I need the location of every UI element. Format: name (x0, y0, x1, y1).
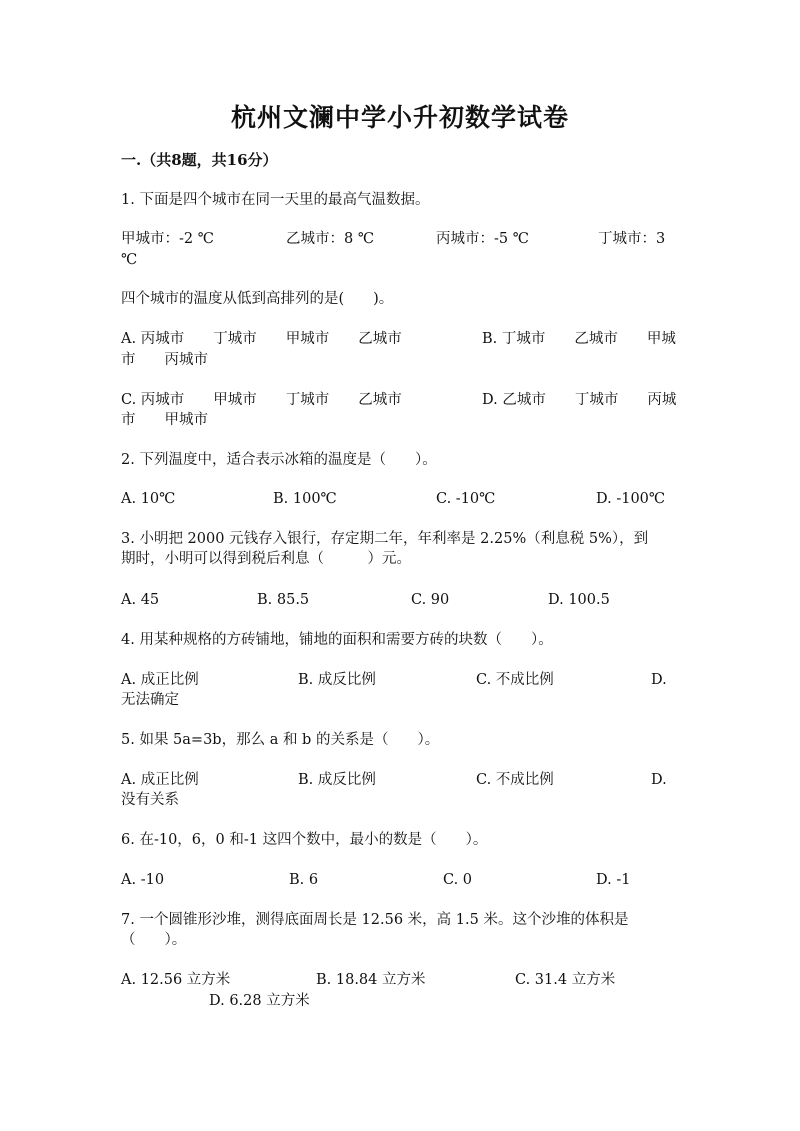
q2-option-c: C. -10℃ (436, 491, 496, 507)
q3-option-d: D. 100.5 (548, 592, 610, 608)
q2-option-a: A. 10℃ (121, 491, 176, 507)
q1-stem: 1. 下面是四个城市在同一天里的最高气温数据。 (121, 192, 430, 208)
q4-option-c: C. 不成比例 (476, 672, 554, 688)
q4-option-b: B. 成反比例 (298, 672, 376, 688)
q5-option-b: B. 成反比例 (298, 772, 376, 788)
q1-ask: 四个城市的温度从低到高排列的是( )。 (121, 291, 394, 307)
q3-option-a: A. 45 (121, 592, 160, 608)
q1-option-d: D. 乙城市 丁城市 丙城 (482, 392, 677, 408)
page-title: 杭州文澜中学小升初数学试卷 (230, 103, 569, 132)
q1-data-bing: 丙城市：-5 ℃ (436, 231, 529, 247)
q5-option-a: A. 成正比例 (121, 772, 199, 788)
q6-option-d: D. -1 (596, 872, 631, 888)
q1-option-wrap-2: 市 甲城市 (121, 412, 208, 428)
q1-option-c: C. 丙城市 甲城市 丁城市 乙城市 (121, 392, 402, 408)
q3-option-b: B. 85.5 (257, 592, 310, 608)
q6-option-a: A. -10 (121, 872, 165, 888)
q5-option-c: C. 不成比例 (476, 772, 554, 788)
q6-stem: 6. 在-10，6，0 和-1 这四个数中，最小的数是（ ）。 (121, 832, 488, 848)
section-heading: 一.（共8题，共16分） (121, 151, 278, 169)
q1-option-wrap-1: 市 丙城市 (121, 352, 208, 368)
q1-option-a: A. 丙城市 丁城市 甲城市 乙城市 (121, 331, 402, 347)
q1-data-ding: 丁城市：3 (598, 231, 666, 247)
q4-stem: 4. 用某种规格的方砖铺地，铺地的面积和需要方砖的块数（ ）。 (121, 632, 553, 648)
q1-data-jia: 甲城市：-2 ℃ (121, 231, 214, 247)
q6-option-b: B. 6 (289, 872, 319, 888)
q7-option-b: B. 18.84 立方米 (316, 972, 426, 988)
q4-option-a: A. 成正比例 (121, 672, 199, 688)
q5-stem: 5. 如果 5a=3b，那么 a 和 b 的关系是（ ）。 (121, 732, 440, 748)
q7-option-d: D. 6.28 立方米 (209, 993, 310, 1009)
q3-stem-line2: 期时，小明可以得到税后利息（ ）元。 (121, 551, 411, 567)
q3-stem-line1: 3. 小明把 2000 元钱存入银行，存定期二年，年利率是 2.25%（利息税 5%），到 (121, 531, 649, 547)
q5-option-d-text: 没有关系 (121, 792, 179, 808)
q6-option-c: C. 0 (443, 872, 473, 888)
q7-stem-line2: （ ）。 (121, 932, 187, 948)
q7-option-a: A. 12.56 立方米 (121, 972, 231, 988)
q4-option-d: D. (651, 672, 667, 688)
q5-option-d: D. (651, 772, 667, 788)
q1-data-wrap: ℃ (121, 252, 138, 268)
q7-stem-line1: 7. 一个圆锥形沙堆，测得底面周长是 12.56 米，高 1.5 米。这个沙堆的体积是 (121, 912, 629, 928)
q2-stem: 2. 下列温度中，适合表示冰箱的温度是（ ）。 (121, 452, 437, 468)
q1-data-yi: 乙城市：8 ℃ (286, 231, 375, 247)
q2-option-b: B. 100℃ (273, 491, 337, 507)
q2-option-d: D. -100℃ (596, 491, 666, 507)
q7-option-c: C. 31.4 立方米 (515, 972, 616, 988)
q1-option-b: B. 丁城市 乙城市 甲城 (482, 331, 676, 347)
q4-option-d-text: 无法确定 (121, 692, 179, 708)
q3-option-c: C. 90 (411, 592, 450, 608)
